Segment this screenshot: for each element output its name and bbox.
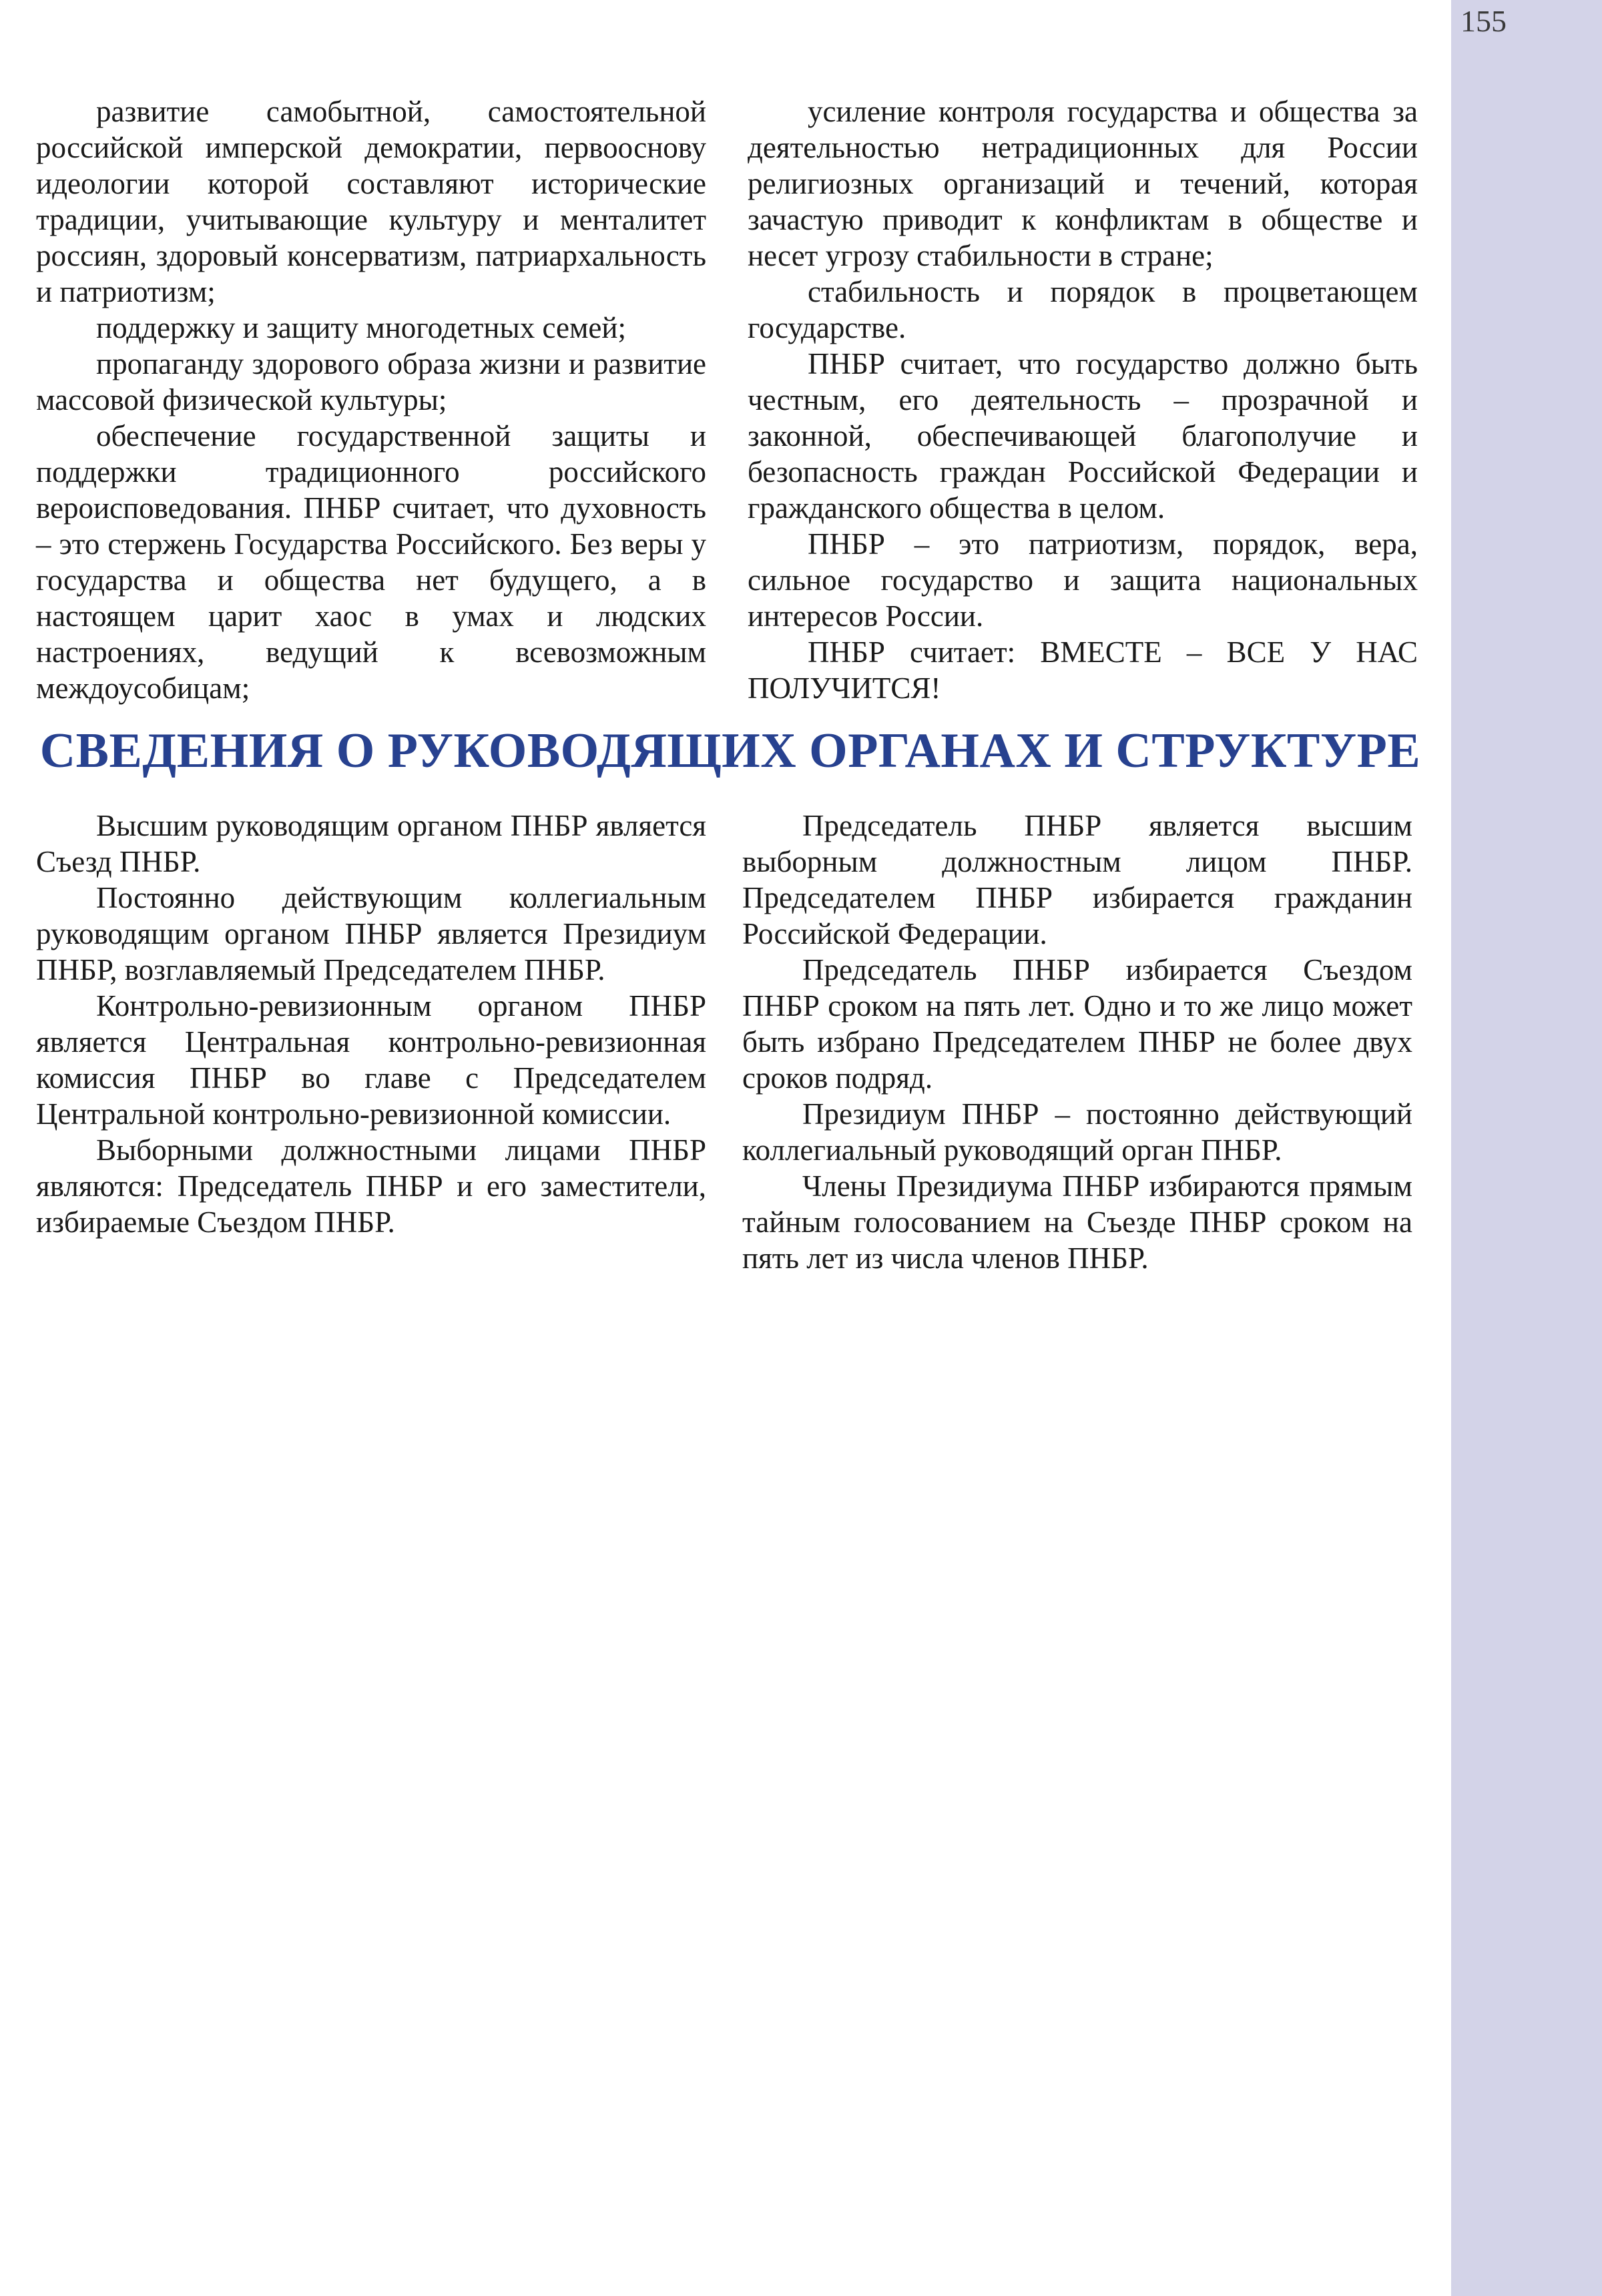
bottom-left-column <box>36 808 706 1240</box>
top-right-column <box>748 93 1418 706</box>
paragraph: усиление контроля государства и общества за деятельностью нетрадиционных для России религиозных организаций и течений, которая зачастую приводит к конфликтам в обществе и несет угрозу стабильности в стране; <box>748 95 1418 272</box>
page-number: 155 <box>1460 4 1507 38</box>
paragraph: поддержку и защиту многодетных семей; <box>96 311 626 344</box>
paragraph: стабильность и порядок в процветающем государстве. <box>748 275 1418 344</box>
paragraph: Выборными должностными лицами ПНБР являются: Председатель ПНБР и его заместители, избираемые Съездом ПНБР. <box>36 1133 706 1239</box>
paragraph: Председатель ПНБР избирается Съездом ПНБР сроком на пять лет. Одно и то же лицо может быть избрано Председателем ПНБР не более двух сроков подряд. <box>742 953 1412 1095</box>
paragraph: ПНБР считает: ВМЕСТЕ – ВСЕ У НАС ПОЛУЧИТСЯ! <box>748 635 1418 705</box>
side-color-strip <box>1451 0 1602 2296</box>
paragraph: ПНБР считает, что государство должно быть честным, его деятельность – прозрачной и законной, обеспечивающей благополучие и безопасность граждан Российской Федерации и гражданского общества в целом. <box>748 347 1418 525</box>
paragraph: Члены Президиума ПНБР избираются прямым тайным голосованием на Съезде ПНБР сроком на пять лет из числа членов ПНБР. <box>742 1169 1412 1275</box>
paragraph: Постоянно действующим коллегиальным руководящим органом ПНБР является Президиум ПНБР, возглавляемый Председателем ПНБР. <box>36 881 706 986</box>
bottom-right-column <box>742 808 1412 1276</box>
paragraph: Высшим руководящим органом ПНБР является Съезд ПНБР. <box>36 809 706 878</box>
paragraph: обеспечение государственной защиты и поддержки традиционного российского вероисповедования. ПНБР считает, что духовность – это стержень Государства Российского. Без веры у государства и общества нет будущего, а в настоящем царит хаос в умах и людских настроениях, ведущий к всевозможным междоусобицам; <box>36 419 706 705</box>
paragraph: Председатель ПНБР является высшим выборным должностным лицом ПНБР. Председателем ПНБР избирается гражданин Российской Федерации. <box>742 809 1412 950</box>
paragraph: пропаганду здорового образа жизни и развитие массовой физической культуры; <box>36 347 706 416</box>
section-heading: СВЕДЕНИЯ О РУКОВОДЯЩИХ ОРГАНАХ И СТРУКТУРЕ <box>39 724 1421 778</box>
paragraph: ПНБР – это патриотизм, порядок, вера, сильное государство и защита национальных интересов России. <box>748 527 1418 633</box>
paragraph: Президиум ПНБР – постоянно действующий коллегиальный руководящий орган ПНБР. <box>742 1097 1412 1167</box>
paragraph: развитие самобытной, самостоятельной российской имперской демократии, первооснову идеологии которой составляют исторические традиции, учитывающие культуру и менталитет россиян, здоровый консерватизм, патриархальность и патриотизм; <box>36 95 706 308</box>
top-left-column <box>36 93 706 706</box>
paragraph: Контрольно-ревизионным органом ПНБР является Центральная контрольно-ревизионная комиссия ПНБР во главе с Председателем Центральной контрольно-ревизионной комиссии. <box>36 989 706 1131</box>
